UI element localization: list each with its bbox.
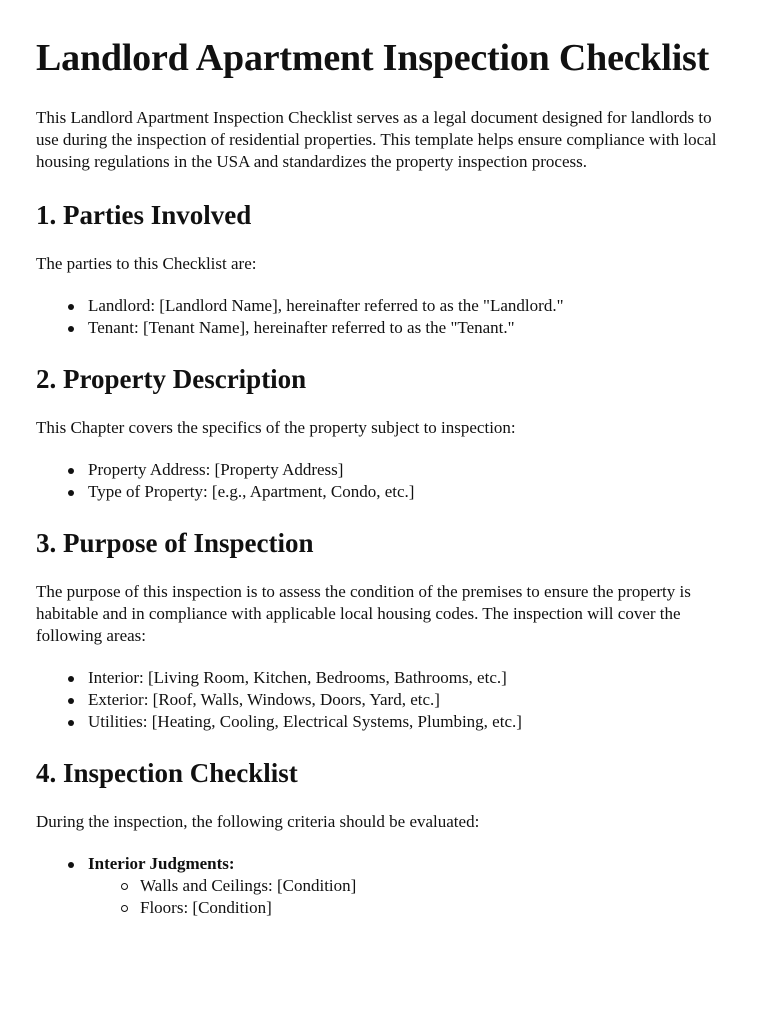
parties-list xyxy=(36,295,736,339)
section-text-purpose: The purpose of this inspection is to assess the condition of the premises to ensure the property is habitable and in compliance with applicable local housing codes. The inspection will cover the following areas: xyxy=(36,582,691,645)
list-item: Utilities: [Heating, Cooling, Electrical Systems, Plumbing, etc.] xyxy=(88,711,736,733)
list-item: Property Address: [Property Address] xyxy=(88,459,736,481)
list-item: Type of Property: [e.g., Apartment, Condo, etc.] xyxy=(88,481,736,503)
section-text-checklist: During the inspection, the following criteria should be evaluated: xyxy=(36,812,480,831)
sublist-item: Floors: [Condition] xyxy=(140,897,736,919)
group-label-interior: Interior Judgments: xyxy=(88,854,235,873)
section-text-property: This Chapter covers the specifics of the property subject to inspection: xyxy=(36,418,516,437)
areas-list xyxy=(36,667,736,733)
list-item: Interior: [Living Room, Kitchen, Bedrooms, Bathrooms, etc.] xyxy=(88,667,736,689)
list-item: Tenant: [Tenant Name], hereinafter referred to as the "Tenant." xyxy=(88,317,736,339)
sublist-item: Walls and Ceilings: [Condition] xyxy=(140,875,736,897)
list-item: Landlord: [Landlord Name], hereinafter referred to as the "Landlord." xyxy=(88,295,736,317)
property-list xyxy=(36,459,736,503)
section-text-parties: The parties to this Checklist are: xyxy=(36,254,257,273)
section-heading-purpose: 3. Purpose of Inspection xyxy=(36,528,314,558)
document-title: Landlord Apartment Inspection Checklist xyxy=(36,37,710,79)
list-item: Exterior: [Roof, Walls, Windows, Doors, Yard, etc.] xyxy=(88,689,736,711)
section-heading-checklist: 4. Inspection Checklist xyxy=(36,758,298,788)
criteria-list xyxy=(36,853,736,919)
section-heading-property: 2. Property Description xyxy=(36,364,307,394)
section-heading-parties: 1. Parties Involved xyxy=(36,200,252,230)
intro-paragraph: This Landlord Apartment Inspection Checklist serves as a legal document designed for landlords to use during the inspection of residential properties. This template helps ensure compliance with local housing regulations in the USA and standardizes the property inspection process. xyxy=(36,108,717,171)
interior-sublist xyxy=(88,875,736,919)
list-item xyxy=(88,853,736,919)
